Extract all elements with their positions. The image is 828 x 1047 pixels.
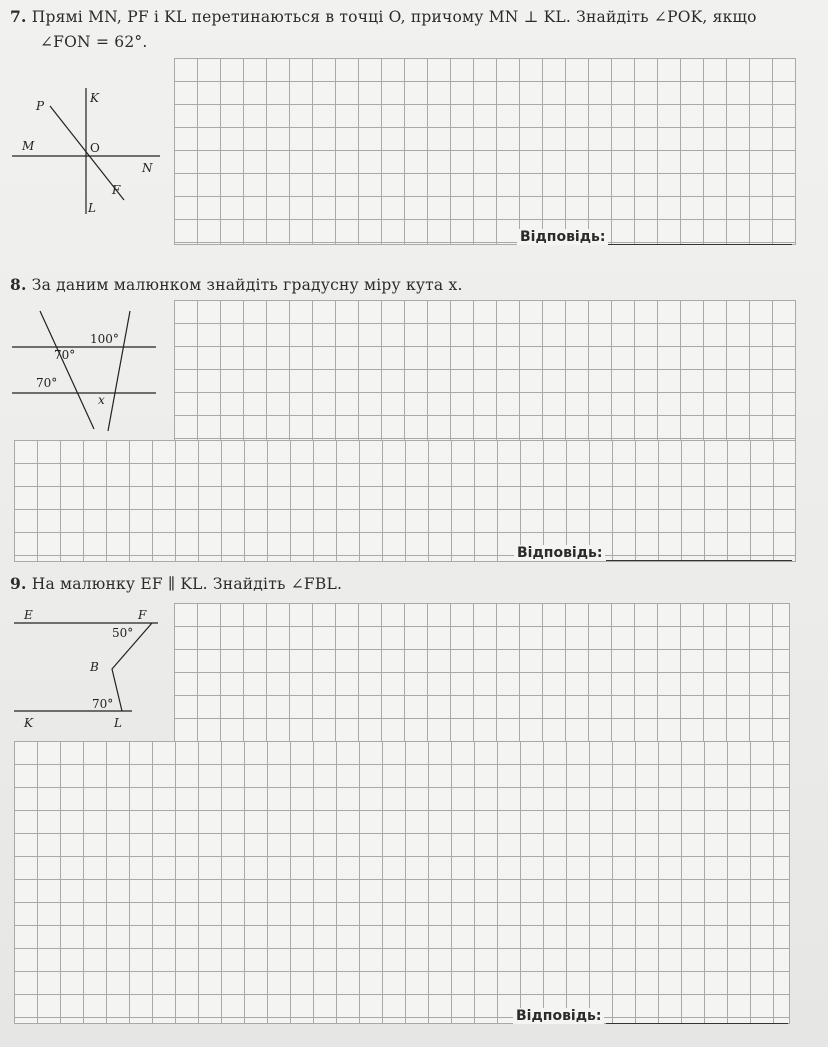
angle-70-label: 70° (92, 697, 114, 711)
task-9-number: 9. (10, 574, 27, 593)
task-8-answer-label: Відповідь: (514, 545, 605, 561)
right-transversal (108, 311, 130, 431)
label-k: K (24, 716, 33, 730)
label-k: K (90, 91, 99, 105)
label-f: F (138, 608, 147, 622)
task-7-statement (10, 6, 820, 28)
task-7-answer-line[interactable] (608, 244, 792, 245)
task-7-text-line2: ∠FON = 62°. (40, 33, 148, 51)
angle-100-label: 100° (90, 332, 119, 346)
angle-70-top-label: 70° (54, 348, 76, 362)
task-8-number: 8. (10, 275, 27, 294)
task-9-figure (10, 603, 175, 738)
angle-70-bottom-label: 70° (36, 376, 58, 390)
task-9-answer-line[interactable] (606, 1023, 788, 1024)
task-9-statement (10, 573, 342, 595)
task-9-answer-grid-upper[interactable] (174, 603, 790, 742)
angle-x-label: x (98, 393, 105, 407)
task-8-statement (10, 274, 463, 296)
task-8-text: За даним малюнком знайдіть градусну міру кута x. (31, 276, 463, 294)
label-o: O (90, 141, 100, 155)
label-f: F (112, 183, 121, 197)
label-b: B (90, 660, 99, 674)
task-7-figure (10, 80, 170, 220)
label-p: P (36, 99, 45, 113)
label-m: M (22, 139, 35, 153)
label-n: N (142, 161, 153, 175)
task-9-text: На малюнку EF ∥ KL. Знайдіть ∠FBL. (31, 575, 343, 593)
task-7-answer-label: Відповідь: (517, 229, 608, 245)
task-8-answer-grid-lower[interactable] (14, 440, 796, 562)
angle-50-label: 50° (112, 626, 134, 640)
task-8-answer-line[interactable] (606, 560, 792, 561)
label-e: E (24, 608, 33, 622)
label-l: L (88, 201, 96, 215)
task-8-answer-grid-upper[interactable] (174, 300, 796, 441)
task-9-answer-grid-lower[interactable] (14, 741, 790, 1024)
task-8-figure (10, 305, 170, 435)
task-9-answer-label: Відповідь: (513, 1008, 604, 1024)
task-7-text-line1: Прямі MN, PF і KL перетинаються в точці O, причому MN ⊥ KL. Знайдіть ∠POK, якщо (31, 8, 757, 26)
label-l: L (114, 716, 122, 730)
left-transversal (40, 311, 94, 429)
task-7-number: 7. (10, 7, 27, 26)
task-7-answer-grid[interactable] (174, 58, 796, 245)
